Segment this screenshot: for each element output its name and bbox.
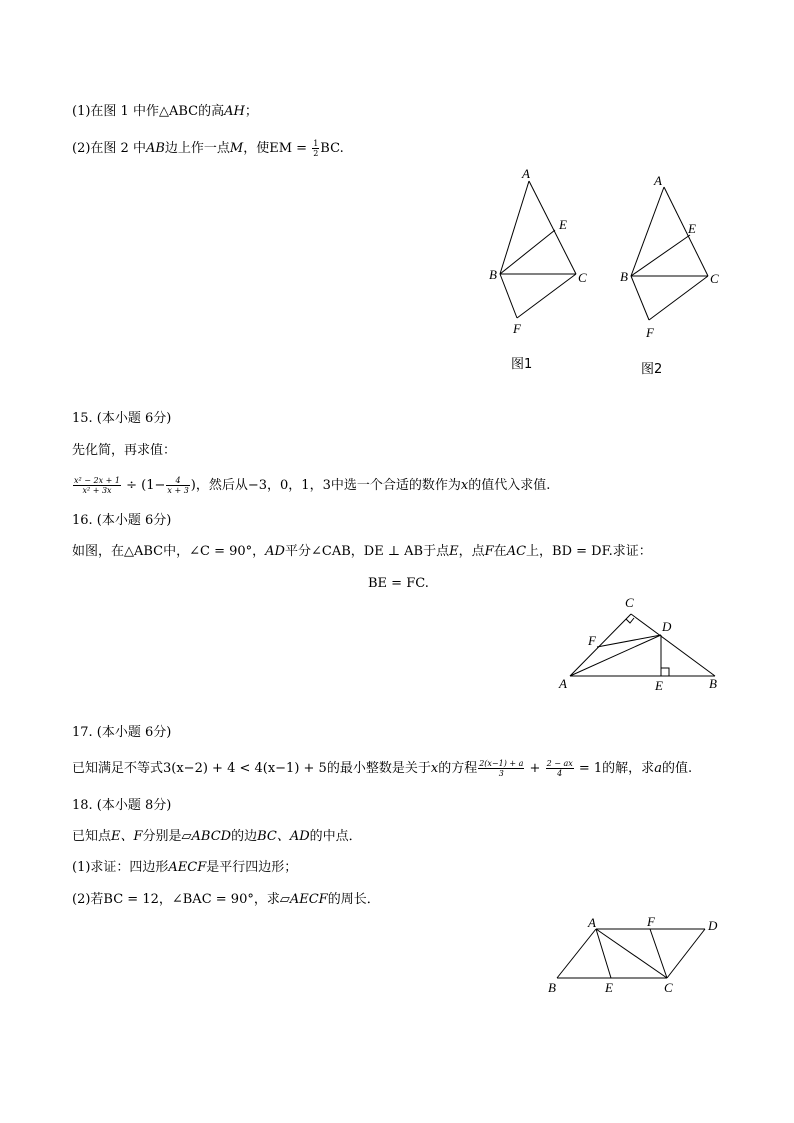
q16-label-f: F <box>588 633 596 648</box>
q18-figure <box>540 908 730 998</box>
q16-line2: BE = FC. <box>368 576 429 591</box>
q18-line3: (2)若BC = 12，∠BAC = 90°，求▱AECF的周长． <box>72 892 380 907</box>
q18-line1: 已知点E、F分别是▱ABCD的边BC、AD的中点． <box>72 829 362 844</box>
q16-label-d: D <box>662 619 672 634</box>
fig1-label-a: A <box>522 166 530 181</box>
q15-heading: 15. (本小题 6分) <box>72 411 172 426</box>
q15-fraction-2: $\frac{4}{x + 3}$ <box>167 476 189 495</box>
q15-expression: $\frac{\text{x² − 2x + 1}}{\text{x² + 3x}}$ ÷ (1− $\frac{4}{x + 3}$ )，然后从−3，0，1，3中选一个合适的数作为x的值代入求值. <box>74 476 551 495</box>
q17-fraction-2: $\frac{2 - ax}{4}$ <box>546 759 573 778</box>
q18-label-a: A <box>588 915 596 930</box>
q16-label-c: C <box>625 595 634 610</box>
q18-label-b: B <box>548 980 556 995</box>
part2-line: (2)在图 2 中AB边上作一点M，使EM = $\frac{1}{2}$ BC. <box>72 139 344 158</box>
q17-heading: 17. (本小题 6分) <box>72 725 172 740</box>
fig1-label-c: C <box>578 270 587 285</box>
fig2-label-b: B <box>620 269 628 284</box>
q16-heading: 16. (本小题 6分) <box>72 513 172 528</box>
figure-1 <box>480 165 600 345</box>
q16-figure <box>555 592 725 697</box>
q16-label-a: A <box>559 676 567 691</box>
q18-label-e: E <box>605 980 613 995</box>
part1-line: (1)在图 1 中作△ABC的高AH； <box>72 104 258 119</box>
q15-line1: 先化简，再求值： <box>72 443 177 458</box>
q18-line2: (1)求证：四边形AECF是平行四边形； <box>72 860 298 875</box>
q18-heading: 18. (本小题 8分) <box>72 798 172 813</box>
fig1-label-e: E <box>559 217 567 232</box>
q17-line1: 已知满足不等式3(x−2) + 4 < 4(x−1) + 5的最小整数是关于x的方程 $\frac{2(x-1) + a}{3}$ + $\frac{2 - ax}{4}$ = 1的解，求a的值. <box>72 759 693 778</box>
q18-label-c: C <box>664 980 673 995</box>
fig2-label-f: F <box>646 325 654 340</box>
q16-line1: 如图，在△ABC中，∠C = 90°，AD平分∠CAB，DE ⊥ AB于点E，点F在AC上，BD = DF.求证： <box>72 544 652 559</box>
fig1-label-b: B <box>489 267 497 282</box>
q16-label-e: E <box>655 678 663 693</box>
q16-label-b: B <box>709 676 717 691</box>
q17-fraction-1: $\frac{2(x-1) + a}{3}$ <box>479 759 524 778</box>
fig1-label-f: F <box>513 321 521 336</box>
fig2-label-c: C <box>710 271 719 286</box>
fig2-label-e: E <box>688 221 696 236</box>
q15-fraction-1: $\frac{\text{x² − 2x + 1}}{\text{x² + 3x}}$ <box>74 476 120 495</box>
fig2-label-a: A <box>654 173 662 188</box>
q18-label-f: F <box>647 914 655 929</box>
fig2-caption: 图2 <box>641 362 663 377</box>
fraction-half: $\frac{1}{2}$ <box>313 139 319 158</box>
fig1-caption: 图1 <box>511 357 533 372</box>
q18-label-d: D <box>708 918 718 933</box>
figure-2 <box>612 165 732 345</box>
